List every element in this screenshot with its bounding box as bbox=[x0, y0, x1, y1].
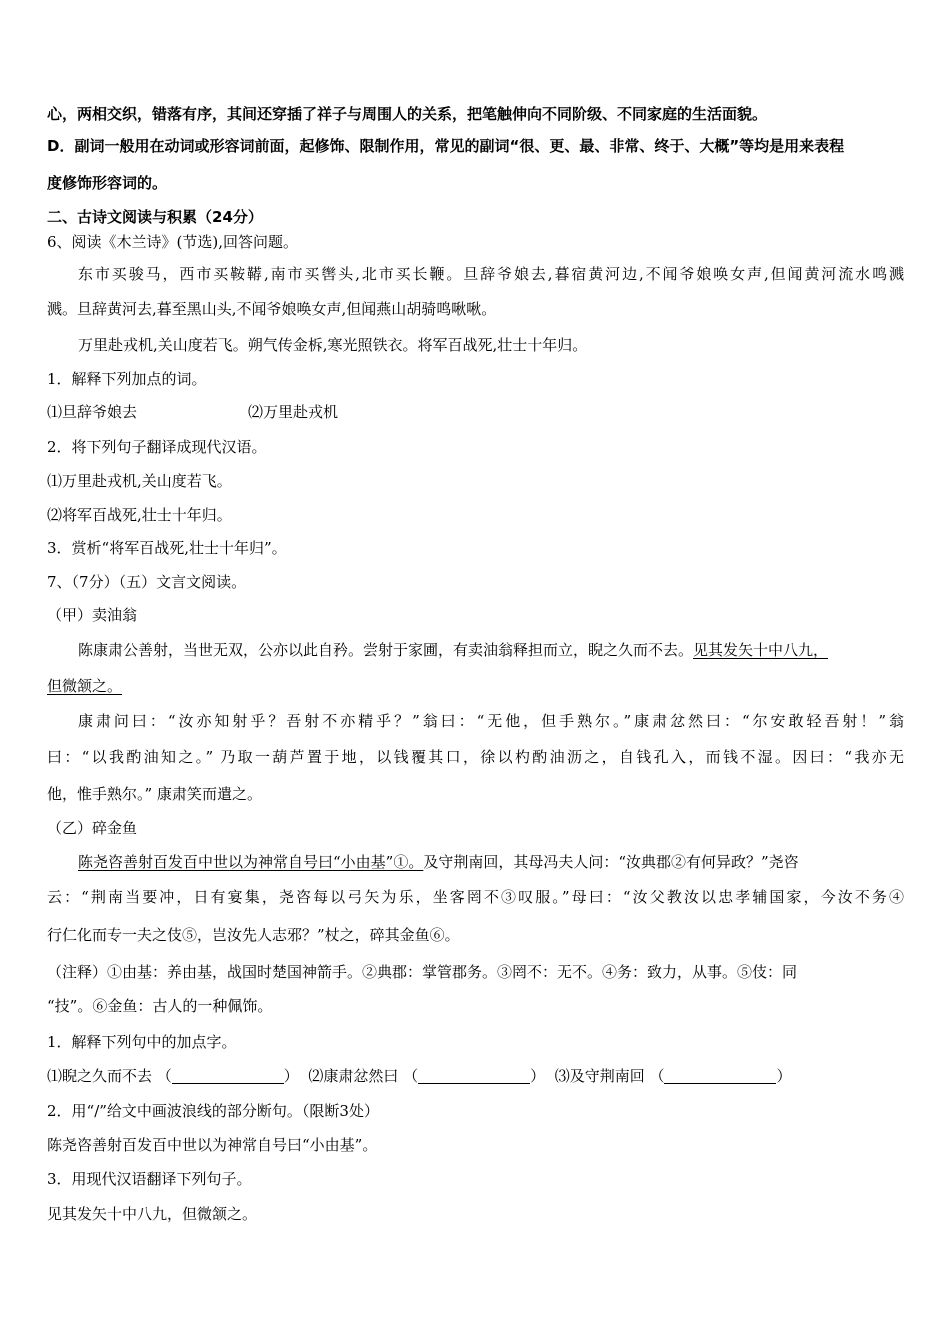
q7-sub3-text: 见其发矢十中八九，但微颔之。 bbox=[47, 1205, 258, 1223]
jia-p1-line2: 但微颔之。 bbox=[47, 677, 123, 695]
notes-line2: “技”。⑥金鱼：古人的一种佩饰。 bbox=[47, 997, 273, 1015]
q7-sub3: 3．用现代汉语翻译下列句子。 bbox=[47, 1170, 252, 1188]
jia-p1-line1 bbox=[78, 640, 828, 660]
jia-title: （甲）卖油翁 bbox=[47, 606, 138, 624]
notes-line1: （注释）①由基：养由基，战国时楚国神箭手。②典郡：掌管郡务。③罔不：无不。④务：致力，从事。⑤伎：同 bbox=[47, 963, 798, 981]
option-d-line2: 度修饰形容词的。 bbox=[47, 174, 168, 192]
q7-sub1-a: ⑴睨之久而不去 bbox=[47, 1067, 153, 1085]
answer-blank-3[interactable] bbox=[664, 1069, 776, 1084]
q6-sub2-a: ⑴万里赴戎机,关山度若飞。 bbox=[47, 472, 232, 490]
q6-sub1-b: ⑵万里赴戎机 bbox=[248, 403, 339, 421]
yi-p1-line1 bbox=[78, 852, 799, 872]
q7-sub1-b: ⑵康肃忿然曰 bbox=[308, 1067, 399, 1085]
yi-p1-wavy: 陈尧咨善射百发百中世以为神常自号曰“小由基”①。 bbox=[78, 853, 424, 871]
answer-blank-2[interactable] bbox=[418, 1069, 530, 1084]
jia-p1-underlined: 见其发矢十中八九， bbox=[693, 641, 829, 659]
jia-p2-line1: 康肃问曰：“汝亦知射乎？吾射不亦精乎？”翁曰：“无他，但手熟尔。”康肃忿然曰：“尔安敢轻吾射！”翁 bbox=[78, 712, 904, 730]
yi-title: （乙）碎金鱼 bbox=[47, 819, 138, 837]
q7-sub2: 2．用“/”给文中画波浪线的部分断句。（限断3处） bbox=[47, 1102, 379, 1120]
yi-p1-rest: 及守荆南回，其母冯夫人问：“汝典郡②有何异政？”尧咨 bbox=[423, 853, 799, 871]
q7-sub1: 1．解释下列句中的加点字。 bbox=[47, 1033, 237, 1051]
q6-sub3: 3．赏析“将军百战死,壮士十年归”。 bbox=[47, 539, 287, 557]
q7-sub2-text: 陈尧咨善射百发百中世以为神常自号曰“小由基”。 bbox=[47, 1136, 378, 1154]
q7-title: 7、（7分）（五）文言文阅读。 bbox=[47, 573, 247, 591]
jia-p2-line2: 曰：“以我酌油知之。” 乃取一葫芦置于地，以钱覆其口，徐以杓酌油沥之，自钱孔入，而钱不湿。因曰：“我亦无 bbox=[47, 748, 904, 766]
poem-p1-line2: 溅。旦辞黄河去,暮至黑山头,不闻爷娘唤女声,但闻燕山胡骑鸣啾啾。 bbox=[47, 300, 497, 318]
q6-sub2: 2．将下列句子翻译成现代汉语。 bbox=[47, 438, 267, 456]
poem-p2: 万里赴戎机,关山度若飞。朔气传金柝,寒光照铁衣。将军百战死,壮士十年归。 bbox=[78, 336, 588, 354]
section-heading: 二、古诗文阅读与积累（24分） bbox=[47, 208, 263, 226]
q6-sub2-b: ⑵将军百战死,壮士十年归。 bbox=[47, 506, 232, 524]
yi-p1-line2: 云：“荆南当要冲，日有宴集，尧咨每以弓矢为乐，坐客罔不③叹服。”母曰：“汝父教汝以忠孝辅国家，今汝不务④ bbox=[47, 888, 904, 906]
q7-sub1-items: ⑴睨之久而不去 （ ） ⑵康肃忿然曰 （ ） ⑶及守荆南回 （ ） bbox=[47, 1067, 792, 1085]
option-c-continuation: 心，两相交织，错落有序，其间还穿插了祥子与周围人的关系，把笔触伸向不同阶级、不同家庭的生活面貌。 bbox=[47, 105, 768, 123]
yi-p1-line3: 行仁化而专一夫之伎⑤，岂汝先人志邪？”杖之，碎其金鱼⑥。 bbox=[47, 926, 460, 944]
jia-p1-text: 陈康肃公善射，当世无双，公亦以此自矜。尝射于家圃，有卖油翁释担而立，睨之久而不去。 bbox=[78, 641, 694, 659]
q6-sub1: 1．解释下列加点的词。 bbox=[47, 370, 207, 388]
q6-title: 6、阅读《木兰诗》(节选),回答问题。 bbox=[47, 233, 299, 251]
q6-sub1-a: ⑴旦辞爷娘去 bbox=[47, 403, 138, 421]
q7-sub1-c: ⑶及守荆南回 bbox=[554, 1067, 645, 1085]
answer-blank-1[interactable] bbox=[172, 1069, 284, 1084]
jia-p2-line3: 他，惟手熟尔。” 康肃笑而遣之。 bbox=[47, 785, 262, 803]
option-d-line1: D．副词一般用在动词或形容词前面，起修饰、限制作用，常见的副词“很、更、最、非常、终于、大概”等均是用来表程 bbox=[47, 137, 845, 155]
poem-p1-line1: 东市买骏马，西市买鞍鞯,南市买辔头,北市买长鞭。旦辞爷娘去,暮宿黄河边,不闻爷娘唤女声,但闻黄河流水鸣溅 bbox=[78, 265, 904, 283]
